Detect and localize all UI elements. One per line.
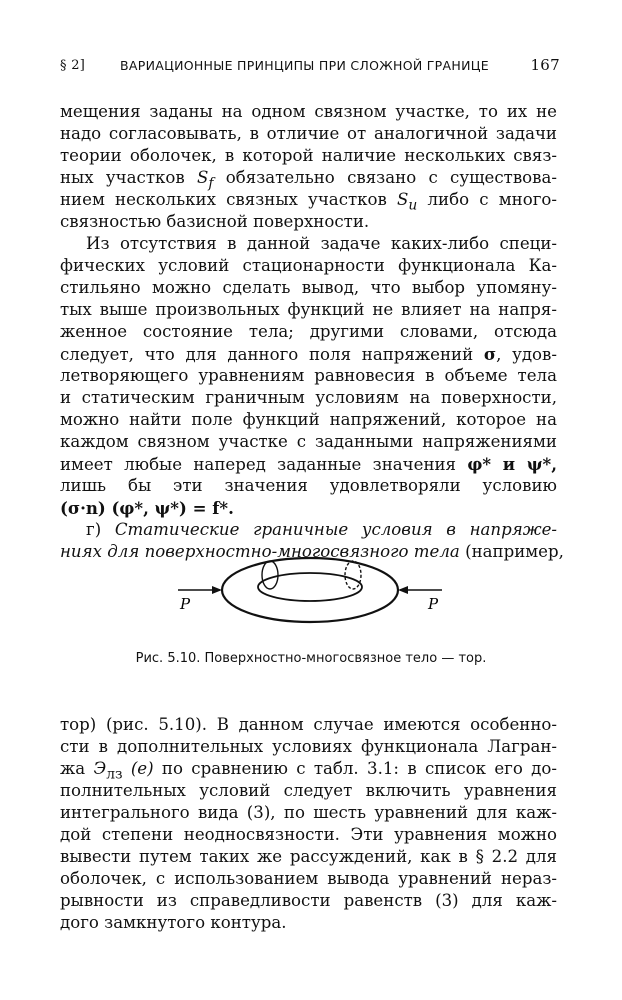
header-section: § 2] — [60, 58, 86, 73]
text-line: тор) (рис. 5.10). В данном случае имеются особенно- — [60, 715, 557, 734]
text-line: стильяно можно сделать вывод, что выбор упомяну- — [60, 278, 557, 297]
math-symbol: Э — [93, 759, 107, 778]
text-line: связностью базисной поверхности. — [60, 212, 370, 231]
text-fragment: (например, — [459, 542, 564, 561]
text-fragment: нием нескольких связных участков — [60, 190, 398, 209]
text-line: каждом связном участке с заданными напряжениями — [60, 432, 557, 451]
math-symbol: S — [397, 190, 409, 209]
text-line: летворяющего уравнениям равновесия в объеме тела — [60, 366, 557, 385]
text-line: Из отсутствия в данной задаче каких-либо специ- — [86, 234, 557, 253]
text-line: тых выше произвольных функций не влияет на напря- — [60, 300, 557, 319]
math-subscript: f — [208, 175, 214, 192]
text-line: фических условий стационарности функционала Ка- — [60, 256, 557, 275]
figure-caption: Рис. 5.10. Поверхностно-многосвязное тело — тор. — [135, 651, 487, 666]
text-line: интегрального вида (3), по шесть уравнений для каж- — [60, 803, 557, 822]
text-line: надо согласовывать, в отличие от аналогичной задачи — [60, 124, 557, 143]
text-line: женное состояние тела; другими словами, отсюда — [60, 322, 557, 341]
text-fragment: ных участков — [60, 168, 197, 187]
text-line: полнительных условий следует включить уравнения — [60, 781, 557, 800]
force-label-left: P — [180, 595, 191, 613]
text-line — [60, 541, 564, 563]
text-line: оболочек, с использованием вывода уравнений нераз- — [60, 869, 557, 888]
text-line: дого замкнутого контура. — [60, 913, 287, 932]
math-symbol: σ — [483, 344, 497, 364]
text-line — [60, 343, 557, 366]
text-line — [60, 453, 557, 476]
text-fragment: жа — [60, 759, 94, 778]
item-marker: г) — [86, 520, 115, 539]
text-line: и статическим граничным условиям на поверхности, — [60, 388, 557, 407]
italic-heading: ниях для поверхностно-многосвязного тела — [60, 542, 460, 561]
text-line: дой степени неодносвязности. Эти уравнения можно — [60, 825, 557, 844]
math-symbol: φ* и ψ*, — [467, 454, 557, 474]
math-symbol: S — [197, 168, 209, 187]
text-line: вывести путем таких же рассуждений, как в § 2.2 для — [60, 847, 557, 866]
page-number: 167 — [530, 56, 560, 74]
running-header — [60, 56, 560, 78]
arrow-head-icon — [398, 586, 408, 594]
text-line — [86, 519, 557, 541]
torus-section-left — [262, 561, 278, 589]
text-fragment: следует, что для данного поля напряжений — [60, 345, 484, 364]
header-title: ВАРИАЦИОННЫЕ ПРИНЦИПЫ ПРИ СЛОЖНОЙ ГРАНИЦЕ — [120, 58, 489, 73]
text-line: можно найти поле функций напряжений, которое на — [60, 410, 557, 429]
arrow-head-icon — [212, 586, 222, 594]
text-line: рывности из справедливости равенств (3) для каж- — [60, 891, 557, 910]
text-fragment: либо с много- — [417, 190, 557, 209]
math-argument: (e) — [122, 759, 154, 778]
text-fragment: имеет любые наперед заданные значения — [60, 455, 468, 474]
math-subscript: u — [408, 197, 418, 214]
text-line: теории оболочек, в которой наличие нескольких связ- — [60, 146, 557, 165]
torus-outer-contour — [222, 558, 398, 622]
text-fragment: обязательно связано с существова- — [213, 168, 557, 187]
text-fragment: по сравнению с табл. 3.1: в список его до- — [153, 759, 557, 778]
text-line: сти в дополнительных условиях функционала Лагран- — [60, 737, 557, 756]
torus-section-right — [345, 561, 361, 589]
text-line: лишь бы эти значения удовлетворяли условию — [60, 476, 557, 495]
text-fragment: , удов- — [496, 345, 557, 364]
text-line: мещения заданы на одном связном участке, то их не — [60, 102, 557, 121]
italic-heading: Статические граничные условия в напряже- — [114, 520, 557, 539]
formula-line: (σ·n) (φ*, ψ*) = f*. — [60, 498, 234, 518]
math-subscript: лз — [106, 766, 123, 783]
force-label-right: P — [428, 595, 439, 613]
